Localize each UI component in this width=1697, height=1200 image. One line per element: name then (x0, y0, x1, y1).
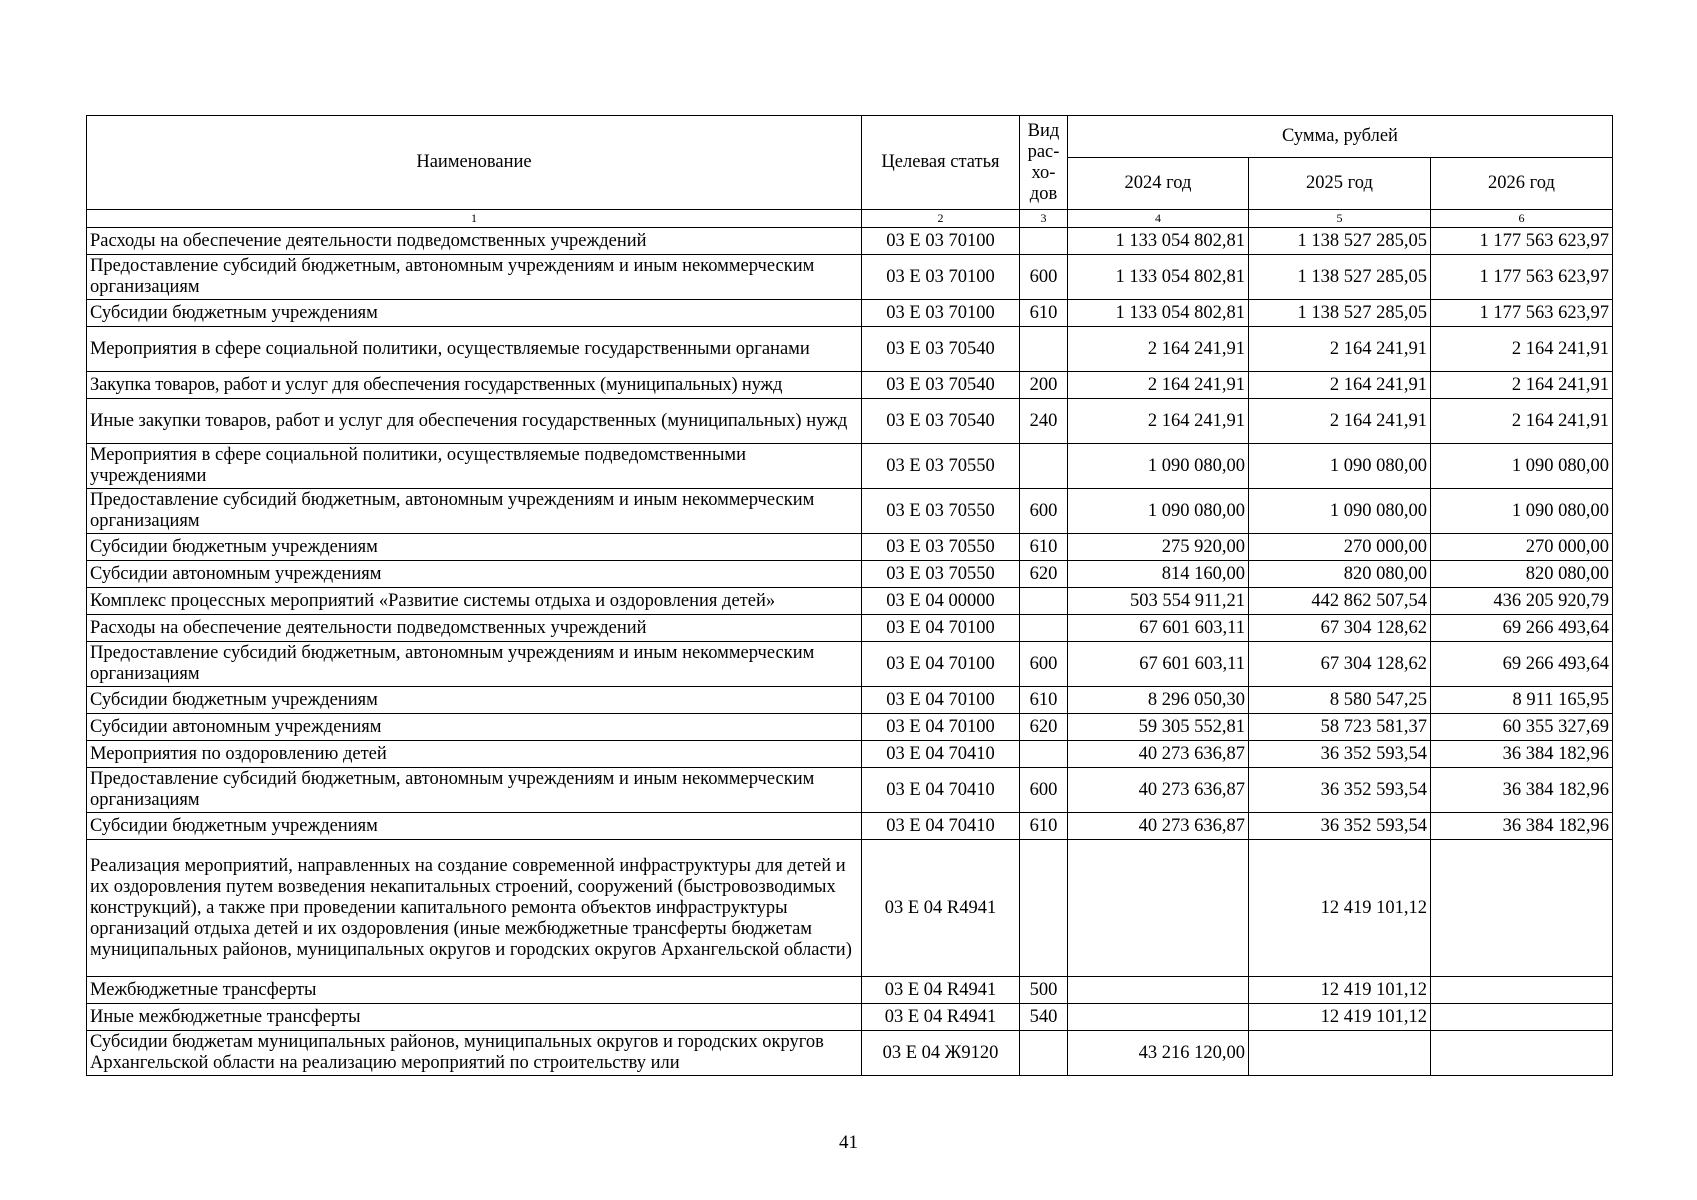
row-amount-2026: 36 384 182,96 (1431, 741, 1613, 768)
row-amount-2026: 1 177 563 623,97 (1431, 255, 1613, 300)
row-name: Реализация мероприятий, направленных на создание современной инфраструктуры для детей и их оздоровления путем возведения некапитальных строений, сооружений (быстровозводимых конструкций), а также при проведении капитального ремонта объектов инфраструктуры организаций отдыха детей и их оздоровления (иные межбюджетные трансферты бюджетам муниципальных районов, муниципальных округов и городских округов Архангельской области) (87, 840, 862, 977)
col-number-5: 5 (1249, 210, 1431, 228)
row-code: 03 Е 04 R4941 (862, 977, 1020, 1004)
row-amount-2025: 1 138 527 285,05 (1249, 228, 1431, 255)
row-code: 03 Е 04 Ж9120 (862, 1031, 1020, 1076)
row-name: Субсидии бюджетным учреждениям (87, 813, 862, 840)
row-kind (1020, 327, 1068, 372)
row-amount-2026: 8 911 165,95 (1431, 687, 1613, 714)
row-code: 03 Е 03 70550 (862, 534, 1020, 561)
row-amount-2024: 1 090 080,00 (1068, 489, 1249, 534)
row-code: 03 Е 03 70100 (862, 228, 1020, 255)
header-name: Наименование (87, 116, 862, 210)
row-amount-2024: 40 273 636,87 (1068, 741, 1249, 768)
row-code: 03 Е 04 70100 (862, 714, 1020, 741)
row-kind (1020, 615, 1068, 642)
table-row (87, 1004, 1613, 1031)
header-year-2024: 2024 год (1068, 158, 1249, 210)
row-kind: 620 (1020, 714, 1068, 741)
row-kind: 540 (1020, 1004, 1068, 1031)
row-amount-2024: 59 305 552,81 (1068, 714, 1249, 741)
row-code: 03 Е 03 70550 (862, 561, 1020, 588)
row-amount-2025: 36 352 593,54 (1249, 741, 1431, 768)
row-amount-2025: 58 723 581,37 (1249, 714, 1431, 741)
row-kind (1020, 1031, 1068, 1076)
col-number-6: 6 (1431, 210, 1613, 228)
row-code: 03 Е 03 70540 (862, 372, 1020, 399)
row-kind: 620 (1020, 561, 1068, 588)
row-code: 03 Е 04 70100 (862, 642, 1020, 687)
row-name: Субсидии автономным учреждениям (87, 561, 862, 588)
row-amount-2024 (1068, 840, 1249, 977)
row-amount-2026: 36 384 182,96 (1431, 768, 1613, 813)
row-amount-2024: 67 601 603,11 (1068, 615, 1249, 642)
header-year-2025: 2025 год (1249, 158, 1431, 210)
row-kind (1020, 840, 1068, 977)
row-amount-2025: 12 419 101,12 (1249, 840, 1431, 977)
row-amount-2025: 36 352 593,54 (1249, 768, 1431, 813)
col-number-2: 2 (862, 210, 1020, 228)
row-amount-2026: 2 164 241,91 (1431, 327, 1613, 372)
row-amount-2024: 40 273 636,87 (1068, 813, 1249, 840)
row-amount-2026: 1 177 563 623,97 (1431, 300, 1613, 327)
row-kind: 600 (1020, 489, 1068, 534)
row-amount-2025: 1 090 080,00 (1249, 489, 1431, 534)
table-row (87, 399, 1613, 444)
row-amount-2024: 2 164 241,91 (1068, 399, 1249, 444)
row-amount-2024: 67 601 603,11 (1068, 642, 1249, 687)
table-row (87, 228, 1613, 255)
row-amount-2026: 1 090 080,00 (1431, 489, 1613, 534)
row-kind (1020, 588, 1068, 615)
row-amount-2025: 2 164 241,91 (1249, 327, 1431, 372)
row-amount-2024: 1 133 054 802,81 (1068, 255, 1249, 300)
row-amount-2024: 1 133 054 802,81 (1068, 228, 1249, 255)
row-code: 03 Е 04 00000 (862, 588, 1020, 615)
row-amount-2025: 36 352 593,54 (1249, 813, 1431, 840)
row-amount-2024: 814 160,00 (1068, 561, 1249, 588)
row-kind (1020, 444, 1068, 489)
table-row (87, 714, 1613, 741)
row-kind: 600 (1020, 642, 1068, 687)
row-amount-2026: 69 266 493,64 (1431, 615, 1613, 642)
row-name: Мероприятия по оздоровлению детей (87, 741, 862, 768)
table-row (87, 372, 1613, 399)
row-code: 03 Е 03 70540 (862, 327, 1020, 372)
row-name: Субсидии бюджетным учреждениям (87, 300, 862, 327)
row-amount-2026 (1431, 977, 1613, 1004)
row-kind: 610 (1020, 534, 1068, 561)
table-row (87, 489, 1613, 534)
row-amount-2026: 1 090 080,00 (1431, 444, 1613, 489)
row-amount-2026 (1431, 1031, 1613, 1076)
row-kind: 240 (1020, 399, 1068, 444)
table-row (87, 300, 1613, 327)
col-number-3: 3 (1020, 210, 1068, 228)
header-year-2026: 2026 год (1431, 158, 1613, 210)
row-code: 03 Е 03 70550 (862, 444, 1020, 489)
row-name: Мероприятия в сфере социальной политики, осуществляемые государственными органами (87, 327, 862, 372)
row-amount-2024 (1068, 1004, 1249, 1031)
row-amount-2025: 2 164 241,91 (1249, 399, 1431, 444)
table-row (87, 840, 1613, 977)
row-code: 03 Е 04 70100 (862, 687, 1020, 714)
row-code: 03 Е 04 70100 (862, 615, 1020, 642)
row-kind: 600 (1020, 768, 1068, 813)
row-amount-2025: 1 138 527 285,05 (1249, 300, 1431, 327)
row-name: Субсидии бюджетным учреждениям (87, 534, 862, 561)
table-row (87, 327, 1613, 372)
table-row (87, 561, 1613, 588)
row-amount-2026: 60 355 327,69 (1431, 714, 1613, 741)
row-code: 03 Е 03 70100 (862, 255, 1020, 300)
table-header (87, 116, 1613, 228)
row-code: 03 Е 04 70410 (862, 813, 1020, 840)
table-row (87, 444, 1613, 489)
table-row (87, 687, 1613, 714)
table-row (87, 1031, 1613, 1076)
table-row (87, 534, 1613, 561)
row-code: 03 Е 03 70540 (862, 399, 1020, 444)
row-code: 03 Е 04 R4941 (862, 1004, 1020, 1031)
table-row (87, 642, 1613, 687)
row-name: Предоставление субсидий бюджетным, автономным учреждениям и иным некоммерческим организациям (87, 768, 862, 813)
row-name: Мероприятия в сфере социальной политики, осуществляемые подведомственными учреждениями (87, 444, 862, 489)
header-expense-kind: Вид рас-хо-дов (1020, 116, 1068, 210)
header-sum: Сумма, рублей (1068, 116, 1613, 158)
row-amount-2026: 2 164 241,91 (1431, 372, 1613, 399)
budget-table (86, 115, 1613, 1076)
row-name: Субсидии бюджетным учреждениям (87, 687, 862, 714)
row-name: Предоставление субсидий бюджетным, автономным учреждениям и иным некоммерческим организациям (87, 489, 862, 534)
row-amount-2024: 1 090 080,00 (1068, 444, 1249, 489)
row-amount-2024: 2 164 241,91 (1068, 327, 1249, 372)
table-row (87, 615, 1613, 642)
table-row (87, 768, 1613, 813)
row-name: Межбюджетные трансферты (87, 977, 862, 1004)
row-amount-2026: 36 384 182,96 (1431, 813, 1613, 840)
row-amount-2026: 436 205 920,79 (1431, 588, 1613, 615)
row-amount-2025: 820 080,00 (1249, 561, 1431, 588)
row-name: Расходы на обеспечение деятельности подведомственных учреждений (87, 228, 862, 255)
row-amount-2025: 12 419 101,12 (1249, 977, 1431, 1004)
row-amount-2026 (1431, 1004, 1613, 1031)
row-amount-2025: 67 304 128,62 (1249, 615, 1431, 642)
row-kind: 610 (1020, 813, 1068, 840)
row-kind (1020, 741, 1068, 768)
table-row (87, 255, 1613, 300)
row-amount-2026: 2 164 241,91 (1431, 399, 1613, 444)
row-kind: 200 (1020, 372, 1068, 399)
row-name: Расходы на обеспечение деятельности подведомственных учреждений (87, 615, 862, 642)
row-name: Иные межбюджетные трансферты (87, 1004, 862, 1031)
row-name: Иные закупки товаров, работ и услуг для обеспечения государственных (муниципальных) нужд (87, 399, 862, 444)
row-code: 03 Е 04 70410 (862, 741, 1020, 768)
row-amount-2024: 43 216 120,00 (1068, 1031, 1249, 1076)
row-name: Предоставление субсидий бюджетным, автономным учреждениям и иным некоммерческим организациям (87, 642, 862, 687)
row-amount-2026 (1431, 840, 1613, 977)
row-amount-2024: 503 554 911,21 (1068, 588, 1249, 615)
row-kind (1020, 228, 1068, 255)
row-amount-2026: 69 266 493,64 (1431, 642, 1613, 687)
page-number: 41 (839, 1132, 858, 1153)
row-amount-2024: 40 273 636,87 (1068, 768, 1249, 813)
row-amount-2025: 270 000,00 (1249, 534, 1431, 561)
row-amount-2025: 8 580 547,25 (1249, 687, 1431, 714)
table-body (87, 228, 1613, 1076)
row-amount-2024 (1068, 977, 1249, 1004)
row-kind: 610 (1020, 687, 1068, 714)
row-code: 03 Е 04 R4941 (862, 840, 1020, 977)
row-name: Комплекс процессных мероприятий «Развитие системы отдыха и оздоровления детей» (87, 588, 862, 615)
row-amount-2025: 12 419 101,12 (1249, 1004, 1431, 1031)
row-amount-2025: 1 138 527 285,05 (1249, 255, 1431, 300)
row-amount-2025: 67 304 128,62 (1249, 642, 1431, 687)
row-name: Субсидии автономным учреждениям (87, 714, 862, 741)
row-amount-2025: 2 164 241,91 (1249, 372, 1431, 399)
table-row (87, 741, 1613, 768)
row-amount-2025: 1 090 080,00 (1249, 444, 1431, 489)
row-kind: 600 (1020, 255, 1068, 300)
col-number-4: 4 (1068, 210, 1249, 228)
col-number-1: 1 (87, 210, 862, 228)
row-code: 03 Е 03 70550 (862, 489, 1020, 534)
row-amount-2024: 8 296 050,30 (1068, 687, 1249, 714)
row-name: Субсидии бюджетам муниципальных районов, муниципальных округов и городских округов Архангельской области на реализацию мероприятий по строительству или (87, 1031, 862, 1076)
table-row (87, 588, 1613, 615)
row-amount-2024: 2 164 241,91 (1068, 372, 1249, 399)
row-amount-2026: 1 177 563 623,97 (1431, 228, 1613, 255)
table-row (87, 813, 1613, 840)
row-name: Закупка товаров, работ и услуг для обеспечения государственных (муниципальных) нужд (87, 372, 862, 399)
row-name: Предоставление субсидий бюджетным, автономным учреждениям и иным некоммерческим организациям (87, 255, 862, 300)
row-kind: 500 (1020, 977, 1068, 1004)
header-target-article: Целевая статья (862, 116, 1020, 210)
row-amount-2026: 820 080,00 (1431, 561, 1613, 588)
row-amount-2025 (1249, 1031, 1431, 1076)
row-amount-2026: 270 000,00 (1431, 534, 1613, 561)
row-amount-2025: 442 862 507,54 (1249, 588, 1431, 615)
row-amount-2024: 1 133 054 802,81 (1068, 300, 1249, 327)
row-kind: 610 (1020, 300, 1068, 327)
row-code: 03 Е 04 70410 (862, 768, 1020, 813)
row-amount-2024: 275 920,00 (1068, 534, 1249, 561)
table-row (87, 977, 1613, 1004)
row-code: 03 Е 03 70100 (862, 300, 1020, 327)
